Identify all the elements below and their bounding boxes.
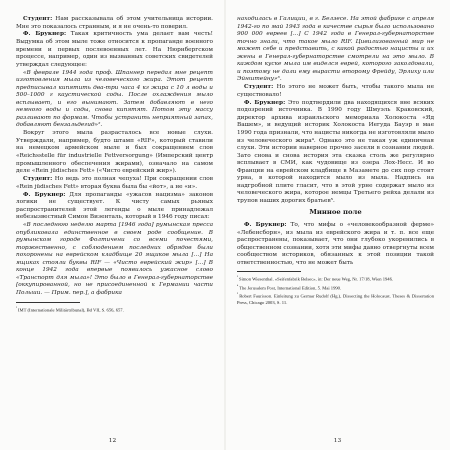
footnote-text: Simon Wiesenthal. «Seifenfabrik Belsec», in: Der neue Weg, Nr. 17/18, Wien 1946.: [239, 276, 394, 282]
paragraph: [16, 176, 213, 191]
paragraph-text: Но этого не может быть, чтобы такого мыла не существовало!: [237, 84, 434, 98]
paragraph: [16, 70, 213, 130]
speaker-label: Ф. Брукнер:: [23, 191, 66, 198]
paragraph: [16, 192, 213, 222]
paragraph-text: Вокруг этого мыла разрасталось все новые слухи. Утверждали, например, будто штамп «RIF», который ставили на немецком армейском мыле и был сокращением слов «Reichsstelle für industrielle Fettversorgung» (Имперский центр промышленного обеспечения жирами), означало на самом деле «Rein jüdisches Fett» («Чисто еврейский жир»).: [16, 130, 213, 175]
speaker-label: Ф. Брукнер:: [244, 99, 286, 106]
paragraph-text: Это подтвердили два находящихся вне всяких подозрений источника. В 1990 году Шмуэль Краковский, директор архива израильского мемориала Холокоста «Яд Вашем», и ведущий историк Холокоста Иегуда Бауэр в мае 1990 года признали, что нацисты никогда не изготовляли мыло из человеческого жира⁴. Однако это не такая уж единичная слухи. Эти истории наверное прочно засели в сознании людей. Зато снова и снова история эта сказка столь же регулярно всплывает в СМИ, как чудовище из озера Лох-Несс. И во Франции на еврейском кладбище в Мазамете до сих пор стоит урна, в которой находится мыло из мыла. Надпись на надгробной плите гласит, что в этой урне содержат мыло из человеческого жира, которое немцы Третьего рейха делали из трупов наших дорогих братьев⁵.: [237, 99, 434, 204]
footnote: [237, 283, 434, 292]
paragraph: [237, 84, 434, 99]
speaker-label: Ф. Брукнер:: [23, 31, 67, 38]
paragraph-text: То, что мифы о «человекообразной ферме» «Лебенсборн», из мыла из еврейского жира и т. п. все еще распространены, показывает, что они глубоко укоренились в общественном сознании, хотя эти мифы давно отвергнуты всем сообществом историков, обязанных к этой позиции такой ответственностью, что не может быть: [237, 222, 434, 266]
right-body-after: [237, 222, 434, 267]
paragraph: [237, 100, 434, 206]
right-page: [225, 0, 450, 450]
footnote-number: ⁵: [237, 292, 239, 297]
paragraph: [237, 16, 434, 84]
paragraph: [16, 16, 213, 31]
footnote: [16, 305, 213, 314]
paragraph: [16, 222, 213, 297]
paragraph-text: Для пропаганды «ужасов нацизма» законов логики не существует. К чисту самых рьяных распространителей этой легенды о мыле принадлежал небезызвестный Симон Визенталь, который в 1946 году писал:: [16, 191, 213, 221]
speaker-label: Студент:: [23, 16, 53, 22]
paragraph-text: Нам рассказывала об этом учительница истории. Мне это показалось странным, и я не очень-то поверил.: [16, 16, 213, 30]
footnote-text: Robert Faurisson. Einleitung zu Germar Rudolf (Hg.), Dissecting the Holocaust. Theses & Dissertation Press, Chicago 2003, S. 11.: [237, 293, 434, 305]
paragraph-text: «В феврале 1944 года проф. Шпаннер передал мне рецепт изготовления мыла из человеческого жира. Этот рецепт предписывал кипятить два-три часа 4 кг жира с 10 л воды и 500–1000 г каустической соды. После охлаждения мыло всплывает, и его вынимают. Затем добавляют в него немного воды и соды, снова кипятят. Потом эту массу разливают по формам. Чтобы устранить неприятный запах, добавляют бензальдегид»².: [16, 69, 213, 129]
paragraph-text: «В последнюю неделю марта [1946 года] румынская пресса опубликовала единственное в своем роде сообщение. В румынском городе Фолтичени со всеми почестями, торжественно, с соблюдением последних обрядов были похоронены на еврейском кладбище 20 ящиков мыла [...] На ящиках стояли буквы RIF — «Чисто еврейский жир» [...] В конце 1942 года впервые появилось ужасное слово «Транспорт для мыла»! Это было в Генерал-губернаторстве [оккупированной, но не присоединенной к Германии части Польши. — Прим. пер.], а фабрика: [16, 222, 213, 297]
paragraph-text: Такая критичность ума делает вам честь! Выдумка об этом мыле тоже относится к пропаганде военного времени и первых послевоенных лет. На Нюрнбергском процессе, например, один из вызванных советских свидетелей утверждал следующее:: [16, 31, 213, 68]
paragraph: [237, 222, 434, 267]
paragraph: [16, 31, 213, 69]
page-number-right: 13: [333, 438, 342, 445]
page-number-left: 12: [108, 438, 117, 445]
footnote: [237, 274, 434, 283]
footnote-text: IMT (Internationale Militärtribunal), Bd VII, S. 656, 657.: [18, 307, 124, 313]
paragraph-text: находилась в Галиции, в г. Белзесе. На этой фабрике с апреля 1942-го по май 1943 года в качестве сырья было использовано 900 000 евреев [...] С 1942 года в Генерал-губернаторстве точно знали, что такое мыло RIF. Цивилизованный мир не может себе и представить, с какой радостью нацисты и их жены в Генерал-губернаторстве смотрели на это мыло. В каждом куске мыла им виделся еврей, которого заколдовали, и поэтому не дали ему вырасти второму Фрейду, Эрлиху или Эйнштейну»³.: [237, 16, 434, 83]
right-body: [237, 16, 434, 205]
speaker-label: Ф. Брукнер:: [244, 222, 287, 228]
paragraph-text: Но ведь это полная чепуха! При сокращении слов «Rein jüdisches Fett» вторая буква была бы «йот», а не «и».: [16, 176, 213, 190]
footnote-text: The Jerusalem Post, International Edition, 5. Mai 1990.: [239, 285, 342, 291]
right-footnotes: [237, 274, 434, 306]
speaker-label: Студент:: [244, 84, 274, 91]
left-body: [16, 16, 213, 298]
footnote-number: ³: [237, 275, 239, 280]
paragraph: [16, 130, 213, 175]
footnote-number: ⁴: [237, 283, 239, 288]
footnote-rule: [237, 271, 301, 272]
speaker-label: Студент:: [23, 176, 53, 183]
section-heading: Минное поле: [309, 208, 362, 217]
footnote-number: ²: [16, 305, 18, 310]
footnote-rule: [16, 302, 80, 303]
footnote: [237, 291, 434, 306]
